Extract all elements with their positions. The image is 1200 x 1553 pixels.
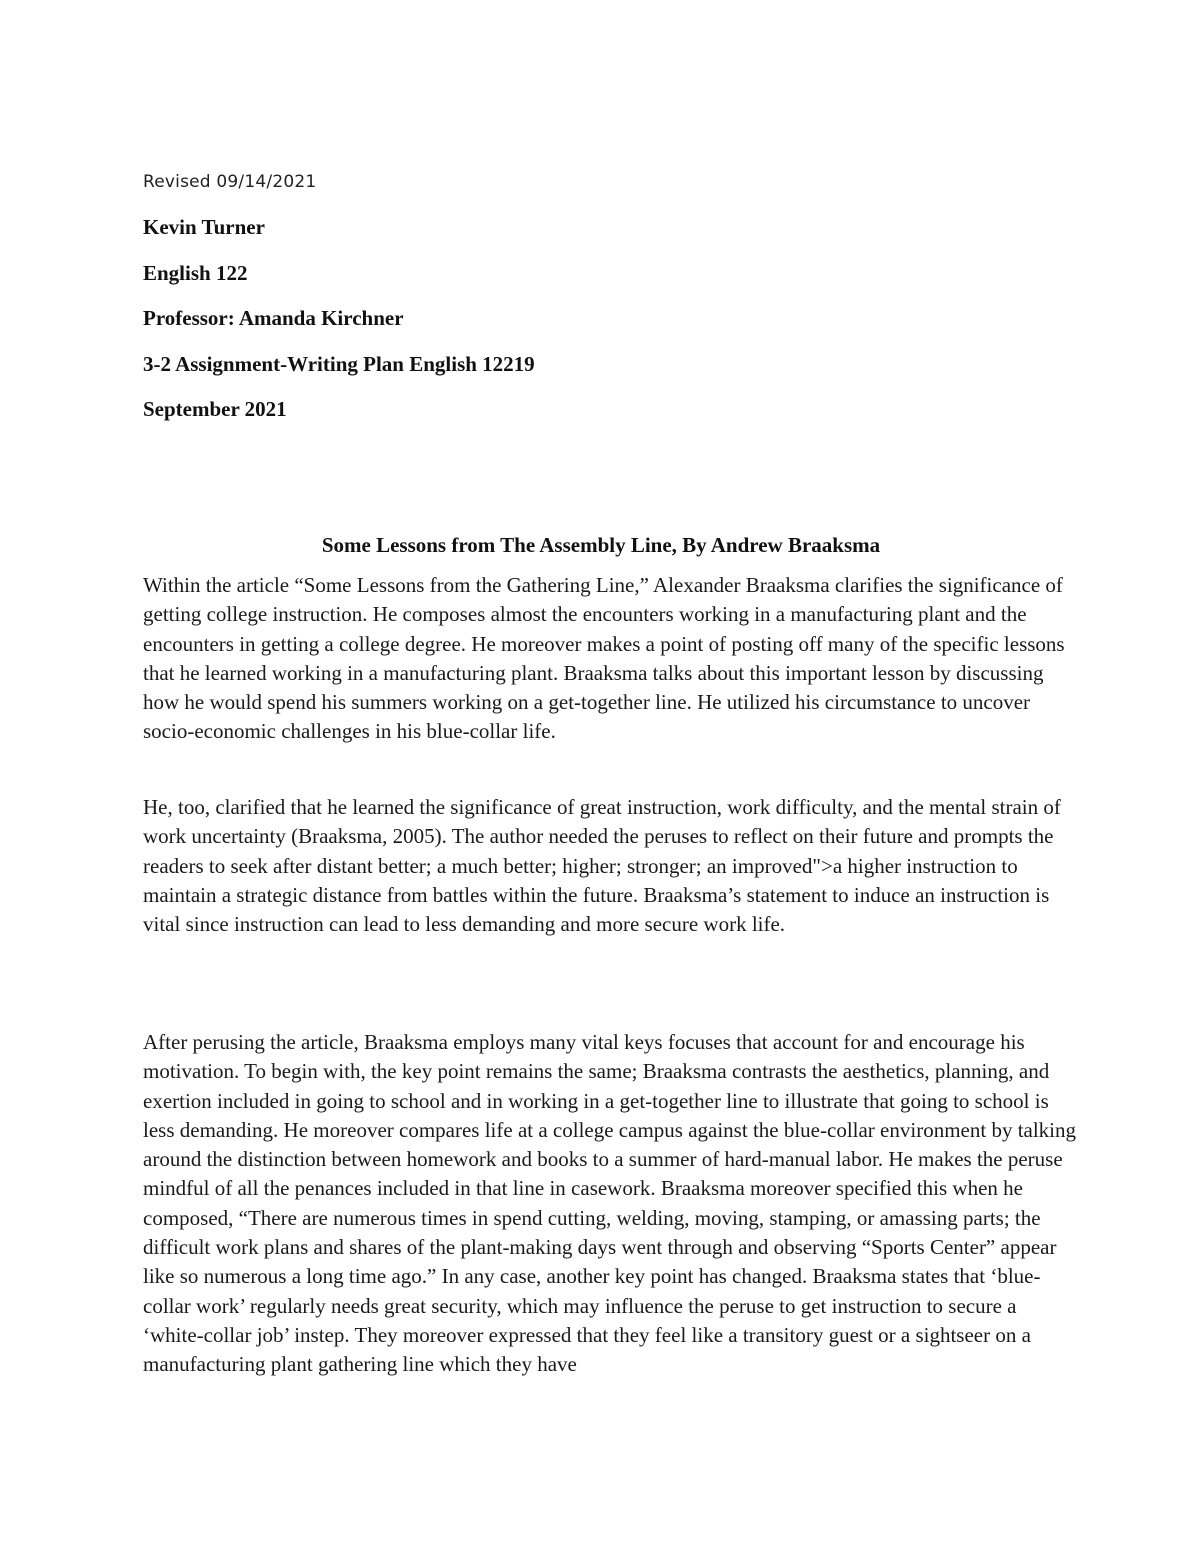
professor-name: Professor: Amanda Kirchner <box>143 306 404 330</box>
essay-title: Some Lessons from The Assembly Line, By Andrew Braaksma <box>321 533 881 557</box>
student-name: Kevin Turner <box>143 215 265 239</box>
assignment-title: 3-2 Assignment-Writing Plan English 12219 <box>143 352 535 376</box>
revised-date: Revised 09/14/2021 <box>143 172 317 192</box>
course-name: English 122 <box>143 261 248 285</box>
paragraph-1: Within the article “Some Lessons from the Gathering Line,” Alexander Braaksma clarifies the significance of getting college instruction. He composes almost the encounters working in a manufacturing plant and the encounters in getting a college degree. He moreover makes a point of posting off many of the specific lessons that he learned working in a manufacturing plant. Braaksma talks about this important lesson by discussing how he would spend his summers working on a get-together line. He utilized his circumstance to uncover socio-economic challenges in his blue-collar life. <box>143 573 1065 744</box>
paragraph-2: He, too, clarified that he learned the significance of great instruction, work difficulty, and the mental strain of work uncertainty (Braaksma, 2005). The author needed the peruses to reflect on their future and prompts the readers to seek after distant better; a much better; higher; stronger; an improved">a higher instruction to maintain a strategic distance from battles within the future. Braaksma’s statement to induce an instruction is vital since instruction can lead to less demanding and more secure work life. <box>143 795 1061 937</box>
submission-date: September 2021 <box>143 397 287 421</box>
paragraph-3: After perusing the article, Braaksma employs many vital keys focuses that account for and encourage his motivation. To begin with, the key point remains the same; Braaksma contrasts the aesthetics, planning, and exertion included in going to school and in working in a get-together line to illustrate that going to school is less demanding. He moreover compares life at a college campus against the blue-collar environment by talking around the distinction between homework and books to a summer of hard-manual labor. He makes the peruse mindful of all the penances included in that line in casework. Braaksma moreover specified this when he composed, “There are numerous times in spend cutting, welding, moving, stamping, or amassing parts; the difficult work plans and shares of the plant-making days went through and observing “Sports Center” appear like so numerous a long time ago.” In any case, another key point has changed. Braaksma states that ‘blue-collar work’ regularly needs great security, which may influence the peruse to get instruction to secure a ‘white-collar job’ instep. They moreover expressed that they feel like a transitory guest or a sightseer on a manufacturing plant gathering line which they have <box>143 1030 1077 1377</box>
